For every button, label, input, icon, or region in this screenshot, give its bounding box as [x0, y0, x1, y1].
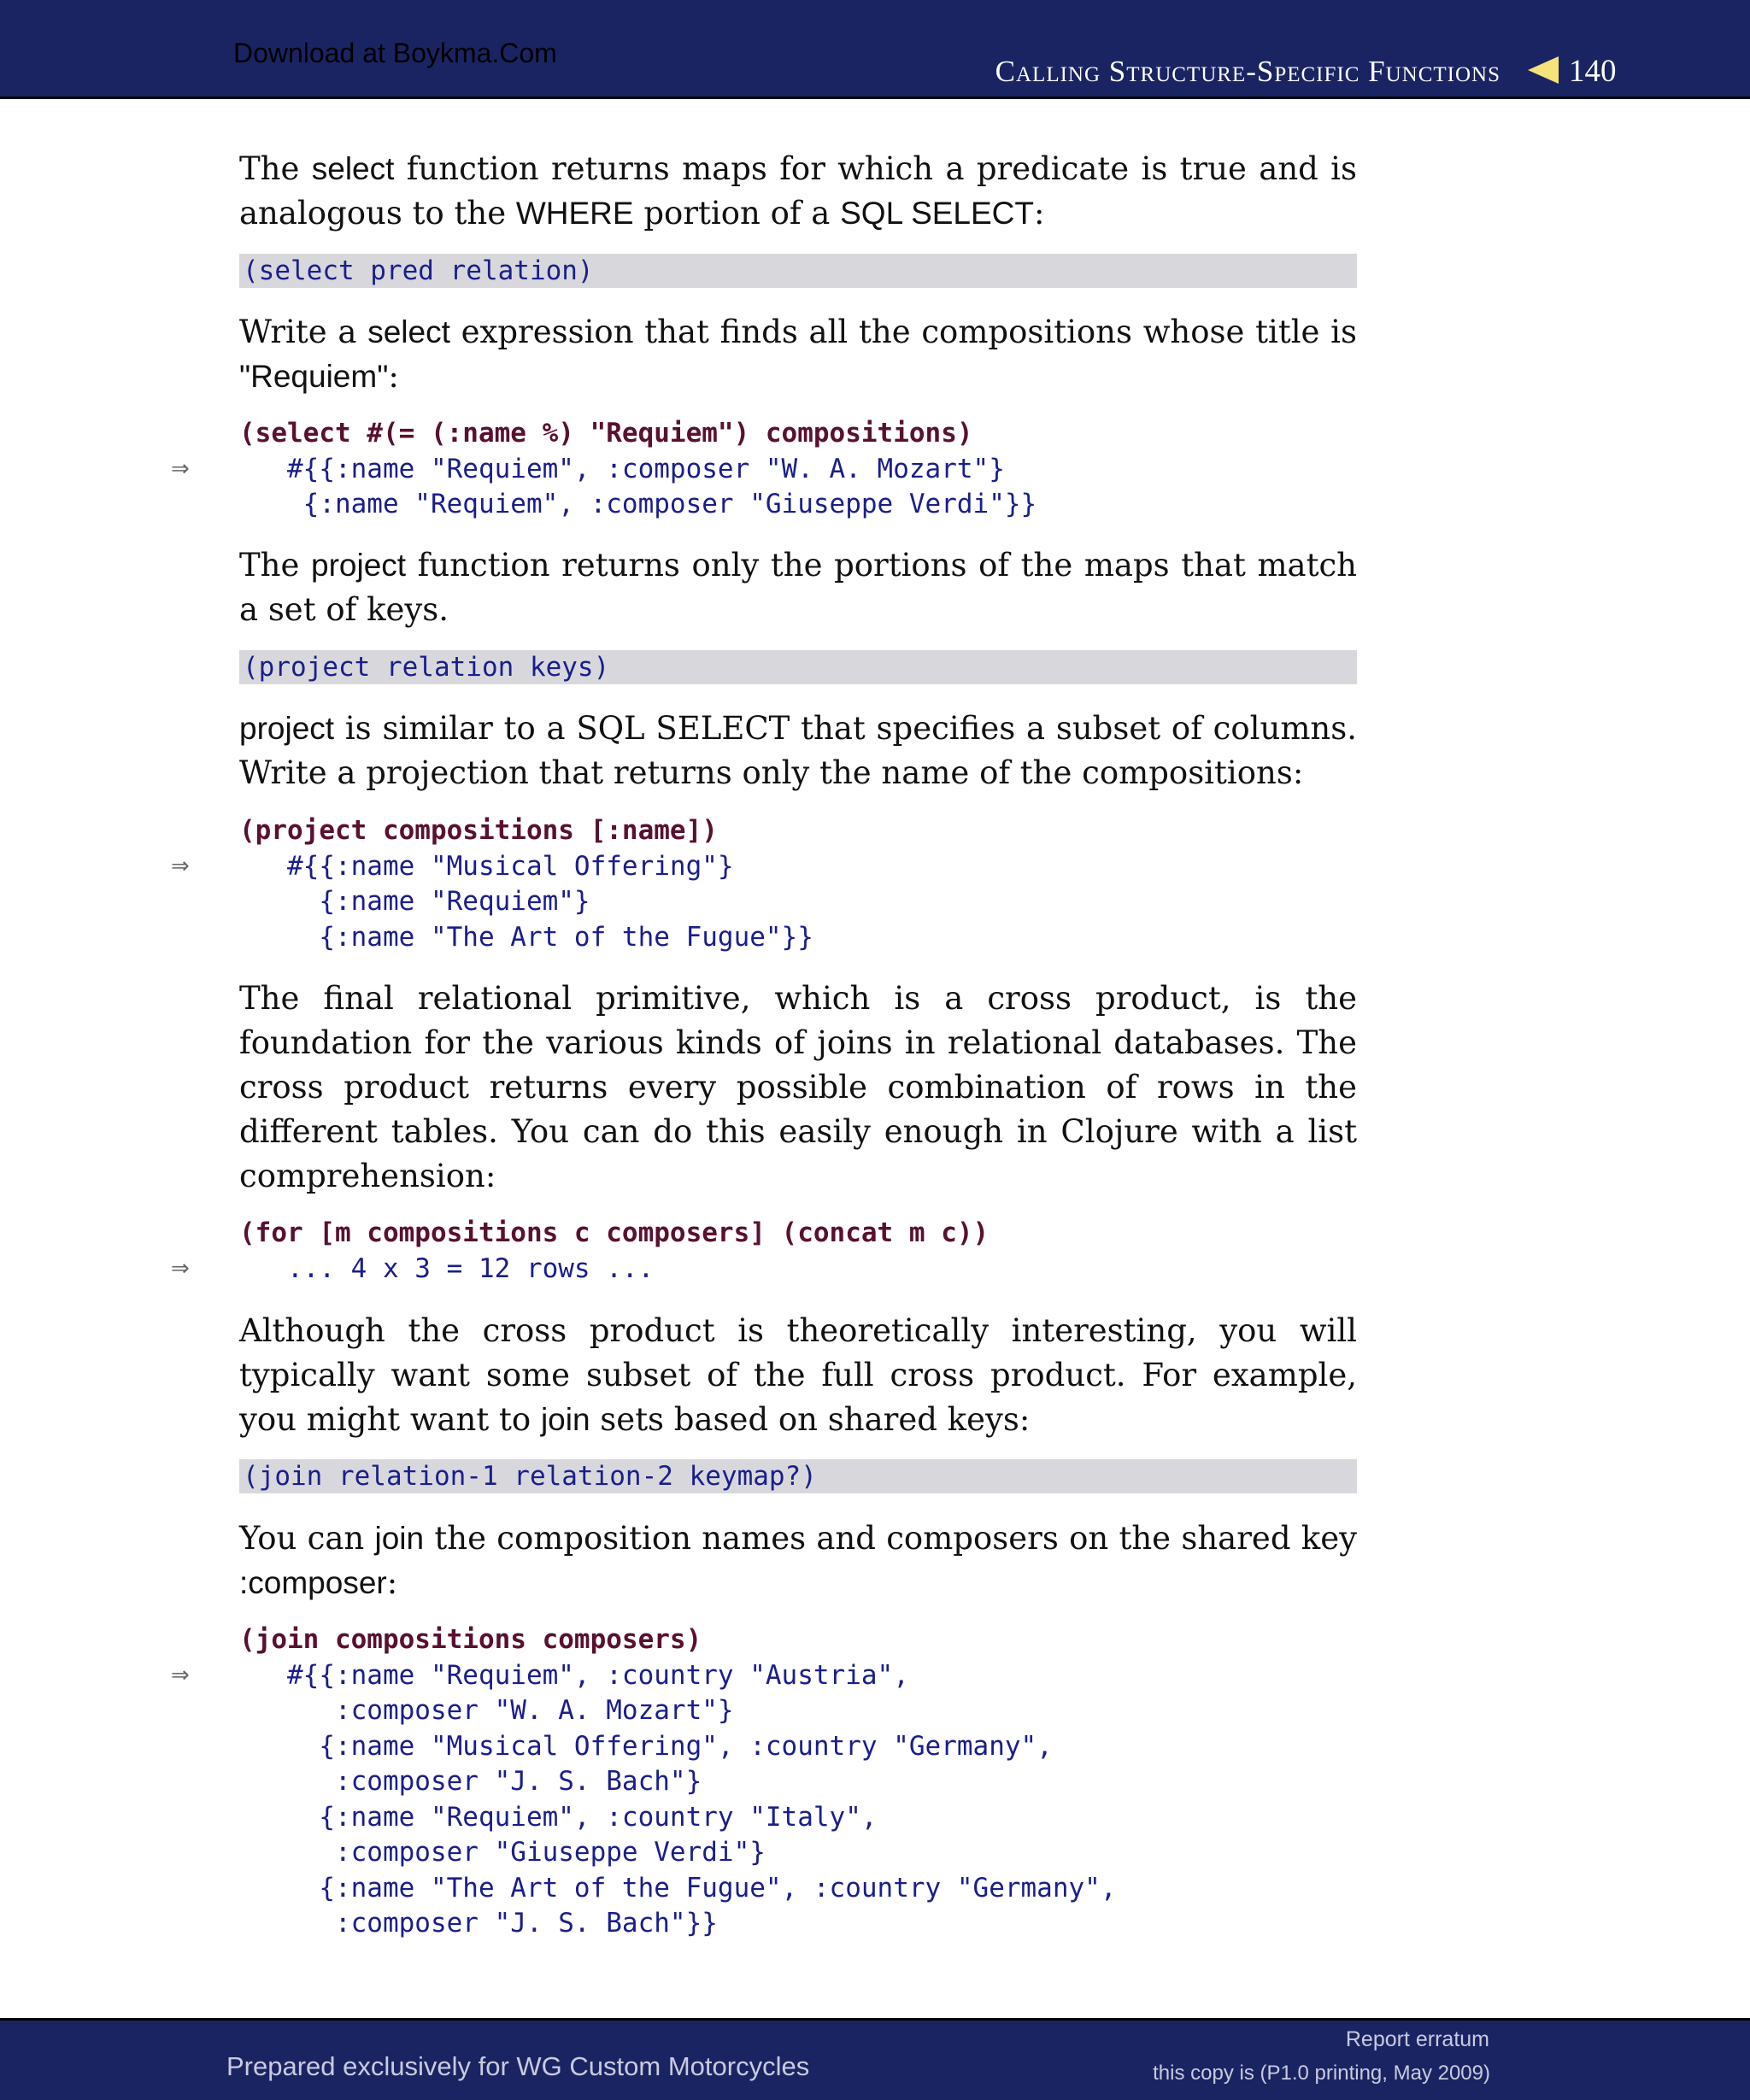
code-signature-select: (select pred relation) [239, 254, 1357, 288]
code-output-line: :composer "J. S. Bach"} [239, 1766, 702, 1797]
code-block-project [239, 813, 813, 955]
paragraph-project: The project function returns only the portions of the maps that match a set of keys. [239, 547, 1358, 628]
result-arrow-icon: ⇒ [171, 1663, 190, 1688]
result-arrow-icon: ⇒ [171, 853, 190, 879]
download-notice: Download at Boykma.Com [233, 38, 557, 68]
code-output-line: :composer "W. A. Mozart"} [239, 1695, 734, 1726]
chapter-title: Calling Structure-Specific Functions [995, 55, 1500, 88]
code-output-line: #{{:name "Requiem", :composer "W. A. Mozart"} [239, 453, 1005, 484]
paragraph-select-example: Write a select expression that finds all the compositions whose title is "Requiem": [239, 314, 1357, 395]
code-input: (select #(= (:name %) "Requiem") compositions) [239, 418, 973, 449]
code-output-line: {:name "Musical Offering", :country "Germany", [239, 1730, 1053, 1762]
code-block-select [239, 416, 1036, 523]
code-input: (project compositions [:name]) [239, 815, 718, 846]
code-input: (join compositions composers) [239, 1624, 702, 1655]
code-output-line: {:name "Requiem", :composer "Giuseppe Verdi"}} [239, 489, 1037, 519]
footer-bar [0, 2018, 1750, 2100]
paragraph-join-example: You can join the composition names and composers on the shared key :composer: [239, 1520, 1358, 1601]
result-arrow-icon: ⇒ [171, 1256, 190, 1282]
code-output-line: {:name "The Art of the Fugue", :country "Germany", [239, 1872, 1117, 1903]
code-block-join [239, 1622, 1117, 1942]
code-output-line: #{{:name "Musical Offering"} [239, 850, 734, 882]
code-output-line: {:name "Requiem", :country "Italy", [239, 1801, 878, 1833]
code-output-line: #{{:name "Requiem", :country "Austria", [239, 1659, 909, 1691]
page-number: 140 [1569, 54, 1617, 89]
code-block-for [239, 1216, 989, 1287]
paragraph-project-example: project is similar to a SQL SELECT that specifies a subset of columns. Write a projection that returns only the name of the compositions: [239, 710, 1357, 791]
header-bar [0, 0, 1750, 99]
code-input: (for [m compositions c composers] (concat m c)) [239, 1217, 990, 1248]
result-arrow-icon: ⇒ [171, 456, 190, 482]
prepared-notice: Prepared exclusively for WG Custom Motorcycles [226, 2051, 810, 2081]
code-output-line: {:name "Requiem"} [239, 886, 590, 917]
code-output-line: :composer "J. S. Bach"}} [239, 1908, 718, 1939]
code-output-line: {:name "The Art of the Fugue"}} [239, 921, 813, 953]
report-erratum-link[interactable]: Report erratum [1345, 2027, 1489, 2051]
printing-info: this copy is (P1.0 printing, May 2009) [1153, 2062, 1490, 2085]
code-signature-join: (join relation-1 relation-2 keymap?) [239, 1459, 1357, 1493]
code-signature-project: (project relation keys) [239, 650, 1357, 684]
paragraph-join: Although the cross product is theoretically interesting, you will typically want some subset of the full cross product. For example, you might want to join sets based on shared keys: [239, 1312, 1357, 1438]
triangle-left-icon[interactable] [1528, 56, 1559, 84]
paragraph-cross-product: The final relational primitive, which is a cross product, is the foundation for the various kinds of joins in relational databases. The cross product returns every possible combination of rows in the different tables. You can do this easily enough in Clojure with a list comprehension: [239, 980, 1357, 1194]
code-output-line: ... 4 x 3 = 12 rows ... [239, 1252, 655, 1284]
code-output-line: :composer "Giuseppe Verdi"} [239, 1837, 766, 1868]
paragraph-select: The select function returns maps for which a predicate is true and is analogous to the WHERE portion of a SQL SELECT: [239, 150, 1358, 232]
